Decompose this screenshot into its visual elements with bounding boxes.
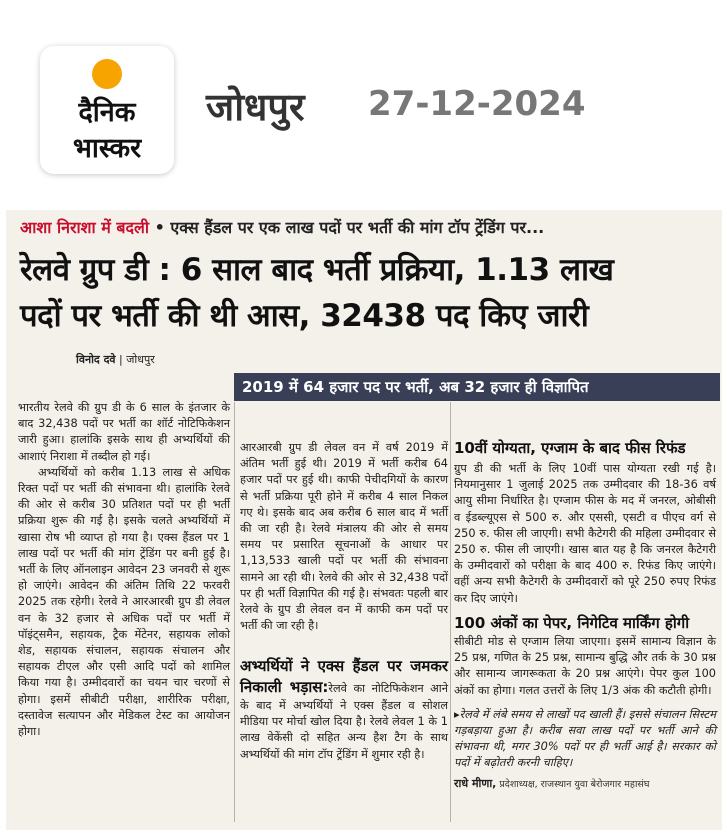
column-1 [18, 400, 230, 740]
kicker [20, 216, 544, 238]
column-2 [240, 440, 448, 761]
kicker-text: • एक्स हैंडल पर एक लाख पदों पर भर्ती की मांग टॉप ट्रेंडिंग पर... [149, 218, 545, 237]
headline-line2: पदों पर भर्ती की थी आस, 32438 पद किए जारी [20, 298, 589, 334]
headline-line1: रेलवे ग्रुप डी : 6 साल बाद भर्ती प्रक्रिया, 1.13 लाख [20, 252, 614, 288]
edition-date: 27-12-2024 [368, 84, 586, 124]
callout-heading: अभ्यर्थियों ने एक्स हैंडल पर जमकर निकाली भड़ास: [240, 657, 448, 696]
sun-icon [92, 59, 122, 89]
callout-body: रेलवे का नोटिफिकेशन आने के बाद में अभ्यर्थियों ने एक्स हैंडल व सोशल मीडिया पर मोर्चा खोल दिया है। रेलवे लेवल 1 के 1 लाख वेकेंसी दो सहित अन्य हैश टैग के साथ अभ्यर्थियों की मांग टॉप ट्रेंडिंग में शुमार रही है। [240, 682, 448, 761]
logo-line2: भास्कर [72, 133, 142, 164]
box1-body: ग्रुप डी की भर्ती के लिए 10वीं पास योग्यता रखी गई है। नियमानुसार 1 जुलाई 2025 तक उम्मीदवार की 18-36 वर्ष आयु सीमा निर्धारित है। एग्जाम फीस के मद में जनरल, ओबीसी व ईडब्ल्यूएस से 500 रु. और एससी, एसटी व पीएच वर्ग से 250 रु. फीस ली जाएगी। सभी कैटेगरी की महिला उम्मीदवार से 250 रु. फीस ली जाएगी। खास बात यह है कि जनरल कैटेगरी के उम्मीदवारों को परीक्षा के बाद 400 रु. रिफंड किए जाएंगे। वहीं अन्य सभी कैटेगरी के उम्मीदवारों को पूरे 250 रुपए रिफंड कर दिए जाएंगे। [454, 462, 716, 605]
col1-paragraph-2: अभ्यर्थियों को करीब 1.13 लाख से अधिक रिक्त पदों पर भर्ती की संभावना थी। हालांकि रेलवे की ओर से करीब 30 प्रतिशत पदों पर ही भर्ती प्रक्रिया शुरू की गई है। इसके चलते अभ्यर्थियों में खासा रोष भी व्याप्त हो गया है। एक्स हैंडल पर 1 लाख पदों पर भर्ती की मांग ट्रेंडिंग पर बनी हुई है। भर्ती के लिए ऑनलाइन आवेदन 23 जनवरी से शुरू हो जाएंगे। आवेदन की अंतिम तिथि 22 फरवरी 2025 तक रहेगी। रेलवे ने आरआरबी ग्रुप डी लेवल वन के 32 हजार से अधिक पदों पर भर्ती में पॉइंट्समैन, सहायक, ट्रैक मेंटेनर, सहायक लोको शेड, सहायक संचालन, सहायक संचालन और सहायक टीएल और एसी आदि पदों को शामिल किया गया है। उम्मीदवारों का चयन चार चरणों से होगा। इसमें सीबीटी परीक्षा, शारीरिक परीक्षा, दस्तावेज सत्यापन और मेडिकल टेस्ट का आयोजन होगा। [18, 465, 230, 739]
box2-body: सीबीटी मोड से एग्जाम लिया जाएगा। इसमें सामान्य विज्ञान के 25 प्रश्न, गणित के 25 प्रश्न, सामान्य बुद्धि और तर्क के 30 प्रश्न और सामान्य जागरूकता के 20 प्रश्न आएंगे। पेपर कुल 100 अंकों का होगा। गलत उत्तरों के लिए 1/3 अंक की कटौती होगी। [454, 635, 716, 697]
quote-signature [454, 776, 716, 793]
column-3 [454, 438, 716, 793]
box2-heading: 100 अंकों का पेपर, निगेटिव मार्किंग होगी [454, 613, 690, 632]
news-clipping [6, 210, 722, 830]
column-divider [450, 402, 451, 822]
dainik-bhaskar-logo [40, 46, 174, 174]
subhead-banner: 2019 में 64 हजार पद पर भर्ती, अब 32 हजार ही विज्ञापित [234, 373, 720, 401]
logo-line1: दैनिक [78, 97, 136, 128]
col2-paragraph-1: आरआरबी ग्रुप डी लेवल वन में वर्ष 2019 में अंतिम भर्ती हुई थी। 2019 में भर्ती करीब 64 हजार पदों पर हुई थी। काफी पेचीदगियों के कारण से भर्ती प्रक्रिया पूरी होने में करीब 4 साल निकल गए थे। इसके बाद अब करीब 6 साल बाद में भर्ती की जा रही है। रेलवे मंत्रालय की ओर से समय समय पर प्रसारित सूचनाओं के आधार पर 1,13,533 खाली पदों पर भर्ती की संभावना सामने आ रही थी। रेलवे की ओर से 32,438 पदों पर ही भर्ती विज्ञापित की गई है। संभवतः पहली बार रेलवे के ग्रुप डी लेवल वन में काफी कम पदों पर भर्ती की जा रही है। [240, 441, 448, 633]
signature-name: राधे मीणा, [454, 776, 497, 790]
callout-box [240, 656, 448, 763]
kicker-highlight: आशा निराशा में बदली [20, 218, 150, 237]
byline-name: विनोद दवे [76, 353, 116, 366]
edition-city: जोधपुर [206, 85, 305, 129]
byline [76, 352, 155, 367]
quote-text: ▸रेलवे में लंबे समय से लाखों पद खाली हैं। इससे संचालन सिस्टम गड़बड़ाया हुआ है। करीब सवा लाख पदों पर भर्ती आने की संभावना थी, मगर 30% पदों पर ही भर्ती आई है। सरकार को पदों में बढ़ोतरी करनी चाहिए। [454, 707, 716, 770]
page-header [0, 0, 727, 200]
box1-heading: 10वीं योग्यता, एग्जाम के बाद फीस रिफंड [454, 439, 686, 457]
signature-role: प्रदेशाध्यक्ष, राजस्थान युवा बेरोजगार महासंघ [496, 778, 650, 790]
column-divider [234, 402, 235, 822]
col1-paragraph-1: भारतीय रेलवे की ग्रुप डी के 6 साल के इंतजार के बाद 32,438 पदों पर भर्ती का शॉर्ट नोटिफिकेशन जारी हुआ। हालांकि इसके साथ ही अभ्यर्थियों की आशाएं निराशा में तब्दील हो गई। [18, 401, 230, 463]
byline-place: | जोधपुर [115, 353, 155, 366]
